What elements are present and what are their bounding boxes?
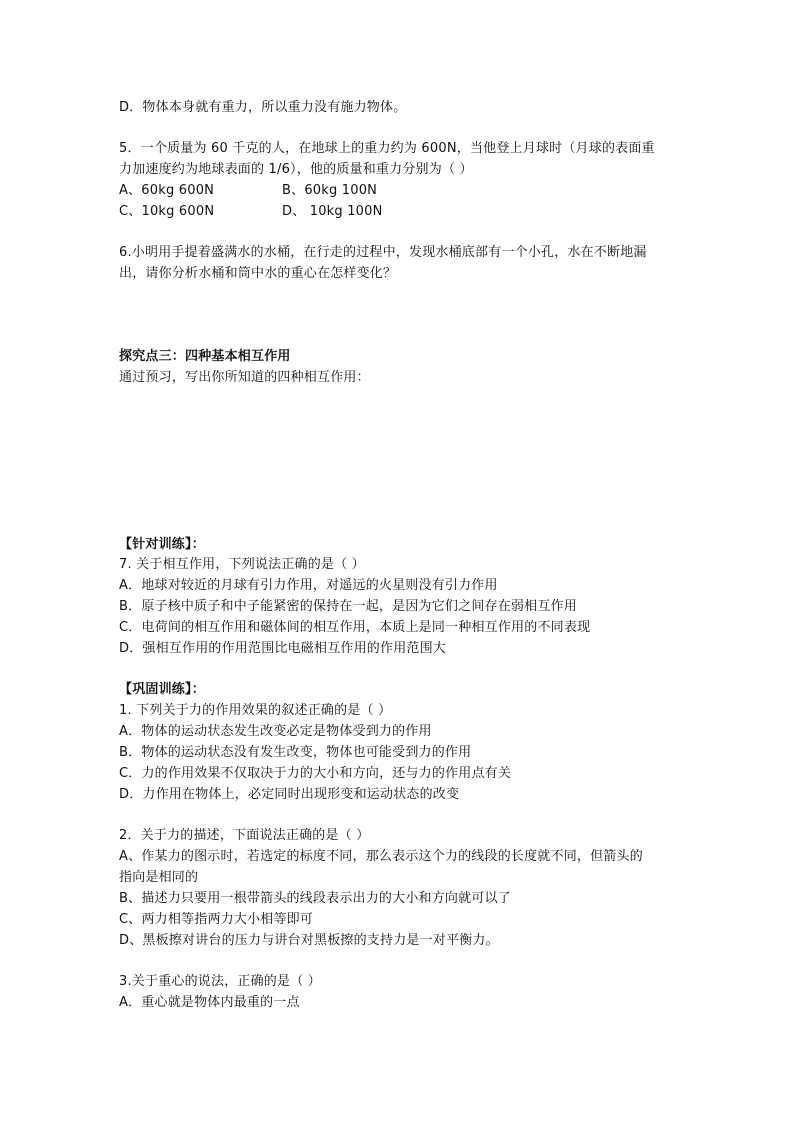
c2-option-c: C、两力相等指两力大小相等即可 bbox=[119, 912, 314, 927]
q5-option-d: D、 10kg 100N bbox=[282, 204, 383, 219]
c1-option-a: A．物体的运动状态发生改变必定是物体受到力的作用 bbox=[119, 724, 432, 739]
c1-stem: 1. 下列关于力的作用效果的叙述正确的是（ ） bbox=[119, 703, 392, 718]
q5-options-row1 bbox=[119, 181, 377, 201]
q5-stem-line2: 力加速度约为地球表面的 1/6），他的质量和重力分别为（ ） bbox=[119, 162, 473, 177]
q7-option-b: B．原子核中质子和中子能紧密的保持在一起，是因为它们之间存在弱相互作用 bbox=[119, 599, 577, 614]
c2-option-b: B、描述力只要用一根带箭头的线段表示出力的大小和方向就可以了 bbox=[119, 891, 511, 906]
q5-stem-line1: 5．一个质量为 60 千克的人，在地球上的重力约为 600N，当他登上月球时（月球的表面重 bbox=[119, 141, 655, 156]
section3-title: 探究点三：四种基本相互作用 bbox=[119, 349, 291, 364]
q5-option-a: A、60kg 600N bbox=[119, 183, 215, 198]
c2-option-a-line2: 指向是相同的 bbox=[119, 870, 199, 885]
q5-option-c: C、10kg 600N bbox=[119, 204, 215, 219]
consolidation-heading: 【巩固训练】： bbox=[119, 682, 205, 697]
q6-line2: 出，请你分析水桶和筒中水的重心在怎样变化？ bbox=[119, 266, 397, 281]
c3-option-a: A．重心就是物体内最重的一点 bbox=[119, 995, 300, 1010]
c2-option-d: D、黑板擦对讲台的压力与讲台对黑板擦的支持力是一对平衡力。 bbox=[119, 933, 499, 948]
c1-option-c: C．力的作用效果不仅取决于力的大小和方向，还与力的作用点有关 bbox=[119, 766, 512, 781]
q7-option-c: C．电荷间的相互作用和磁体间的相互作用，本质上是同一种相互作用的不同表现 bbox=[119, 620, 591, 635]
c2-option-a-line1: A、作某力的图示时，若选定的标度不同，那么表示这个力的线段的长度就不同，但箭头的 bbox=[119, 849, 643, 864]
c1-option-b: B．物体的运动状态没有发生改变，物体也可能受到力的作用 bbox=[119, 745, 472, 760]
q4-option-d: D．物体本身就有重力，所以重力没有施力物体。 bbox=[119, 100, 407, 115]
section3-prompt: 通过预习，写出你所知道的四种相互作用： bbox=[119, 370, 370, 385]
q7-option-a: A．地球对较近的月球有引力作用，对遥远的火星则没有引力作用 bbox=[119, 578, 498, 593]
q7-option-d: D．强相互作用的作用范围比电磁相互作用的作用范围大 bbox=[119, 641, 447, 656]
targeted-training-heading: 【针对训练】： bbox=[119, 537, 205, 552]
c1-option-d: D．力作用在物体上，必定同时出现形变和运动状态的改变 bbox=[119, 787, 460, 802]
q5-options-row2 bbox=[119, 202, 383, 222]
c2-stem: 2．关于力的描述，下面说法正确的是（ ） bbox=[119, 828, 370, 843]
q5-option-b: B、60kg 100N bbox=[282, 183, 378, 198]
c3-stem: 3.关于重心的说法，正确的是（ ） bbox=[119, 974, 321, 989]
q7-stem: 7. 关于相互作用，下列说法正确的是（ ） bbox=[119, 557, 365, 572]
q6-line1: 6.小明用手提着盛满水的水桶，在行走的过程中，发现水桶底部有一个小孔，水在不断地漏 bbox=[119, 245, 647, 260]
